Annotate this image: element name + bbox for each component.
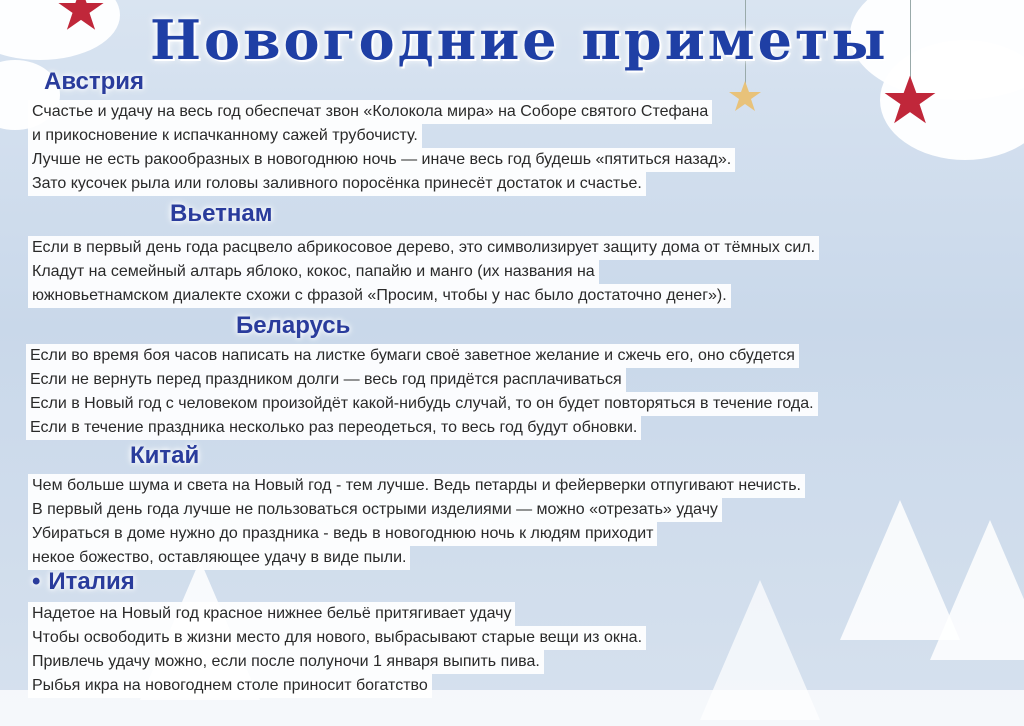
ornament-string — [910, 0, 911, 78]
page-title: Новогодние приметы — [150, 8, 889, 72]
text-line: Рыбья икра на новогоднем столе приносит богатство — [28, 674, 432, 698]
section-heading: Австрия — [44, 68, 145, 95]
text-line: и прикосновение к испачканному сажей трубочисту. — [28, 124, 422, 148]
text-line: Если не вернуть перед праздником долги — весь год придётся расплачиваться — [26, 368, 626, 392]
text-line: Если в Новый год с человеком произойдёт какой-нибудь случай, то он будет повторяться в течение года. — [26, 392, 818, 416]
section-heading — [32, 568, 646, 596]
section-heading-text: Италия — [48, 568, 135, 595]
snow-tree-2 — [930, 520, 1024, 660]
star-red-icon — [883, 74, 937, 128]
bullet-icon: • — [32, 568, 41, 595]
text-line: Если во время боя часов написать на листке бумаги своё заветное желание и сжечь его, оно сбудется — [26, 344, 799, 368]
text-line: Если в течение праздника несколько раз переодеться, то весь год будут обновки. — [26, 416, 641, 440]
section-belarus — [26, 312, 818, 440]
text-line: Чтобы освободить в жизни место для нового, выбрасывают старые вещи из окна. — [28, 626, 646, 650]
text-line: В первый день года лучше не пользоваться острыми изделиями — можно «отрезать» удачу — [28, 498, 722, 522]
star-red-icon — [54, 0, 108, 34]
section-heading: Беларусь — [236, 312, 351, 339]
text-line: Убираться в доме нужно до праздника - ведь в новогоднюю ночь к людям приходит — [28, 522, 657, 546]
text-line: Зато кусочек рыла или головы заливного поросёнка принесёт достаток и счастье. — [28, 172, 646, 196]
section-italy — [28, 568, 646, 698]
text-line: Привлечь удачу можно, если после полуночи 1 января выпить пива. — [28, 650, 544, 674]
text-line: Кладут на семейный алтарь яблоко, кокос, папайю и манго (их названия на — [28, 260, 599, 284]
section-heading: Вьетнам — [170, 200, 273, 227]
text-line: южновьетнамском диалекте схожи с фразой «Просим, чтобы у нас было достаточно денег»). — [28, 284, 731, 308]
text-line: некое божество, оставляющее удачу в виде пыли. — [28, 546, 410, 570]
section-heading: Китай — [130, 442, 200, 469]
text-line: Если в первый день года расцвело абрикосовое дерево, это символизирует защиту дома от тёмных сил. — [28, 236, 819, 260]
text-line: Надетое на Новый год красное нижнее бельё притягивает удачу — [28, 602, 515, 626]
section-austria — [28, 68, 735, 196]
text-line: Чем больше шума и света на Новый год - тем лучше. Ведь петарды и фейерверки отпугивают нечисть. — [28, 474, 805, 498]
text-line: Счастье и удачу на весь год обеспечат звон «Колокола мира» на Соборе святого Стефана — [28, 100, 712, 124]
section-vietnam — [28, 200, 819, 308]
section-china — [28, 442, 805, 570]
text-line: Лучше не есть ракообразных в новогоднюю ночь — иначе весь год будешь «пятиться назад». — [28, 148, 735, 172]
